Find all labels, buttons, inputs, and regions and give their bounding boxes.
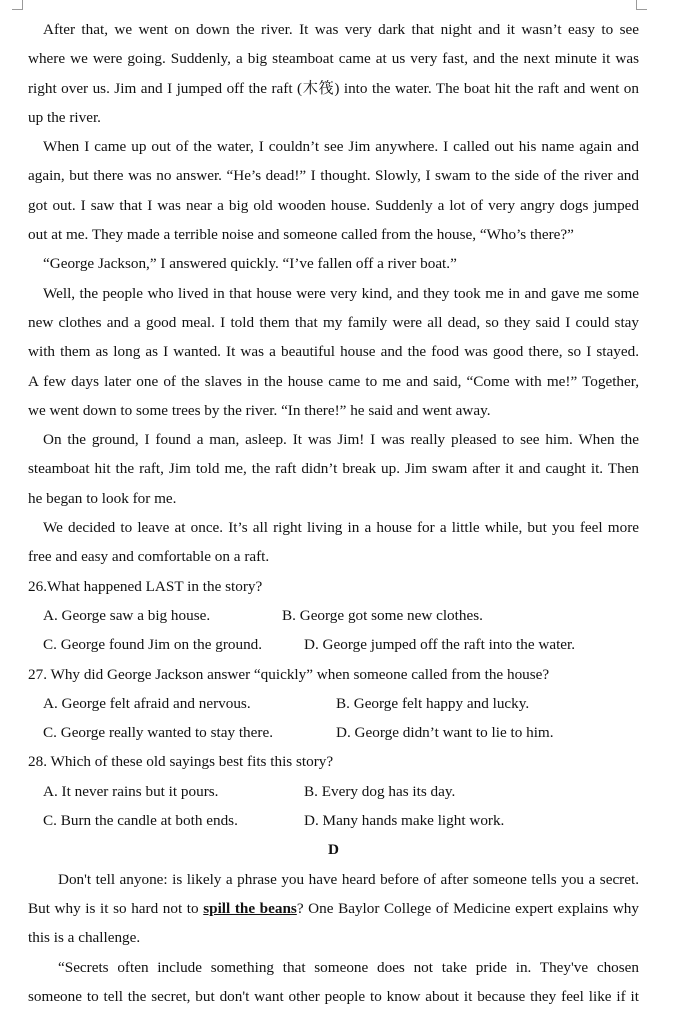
text-line: this is a challenge. [28, 929, 141, 947]
passage-d-paragraph-2 [28, 953, 639, 1012]
option-row [28, 630, 639, 659]
page-corner-mark-left [12, 0, 23, 10]
text-span: ? One Baylor College of Medicine expert explains why [296, 899, 639, 917]
text-line: right over us. Jim and I jumped off the raft (木筏) into the water. The boat hit the raft and went on [28, 79, 639, 97]
text-line: out at me. They made a terrible noise and someone called from the house, “Who’s there?” [28, 226, 574, 244]
text-line: with them as long as I wanted. It was a beautiful house and the food was good there, so I stayed. [28, 343, 639, 361]
passage-c-paragraph-5 [28, 425, 639, 513]
text-line: Well, the people who lived in that house were very kind, and they took me in and gave me some [43, 284, 639, 302]
option-row [28, 777, 639, 806]
question-28 [28, 747, 639, 835]
text-line: free and easy and comfortable on a raft. [28, 548, 270, 566]
passage-c-paragraph-1 [28, 15, 639, 132]
text-line: new clothes and a good meal. I told them that my family were all dead, so they said I could stay [28, 313, 639, 331]
text-span: But why is it so hard not to [28, 899, 204, 917]
highlighted-phrase: spill the beans [203, 899, 297, 917]
question-27 [28, 660, 639, 748]
page-corner-mark-right [636, 0, 647, 10]
text-line: up the river. [28, 108, 101, 126]
option-c: C. Burn the candle at both ends. [43, 812, 238, 830]
passage-c-paragraph-2 [28, 132, 639, 249]
passage-c-paragraph-6 [28, 513, 639, 572]
text-line: “Secrets often include something that someone does not take pride in. They've chosen [58, 958, 639, 976]
option-d: D. George didn’t want to lie to him. [336, 724, 554, 742]
option-d: D. George jumped off the raft into the water. [304, 636, 576, 654]
text-line: A few days later one of the slaves in the house came to me and said, “Come with me!” Together, [28, 372, 639, 390]
option-a: A. George felt afraid and nervous. [43, 694, 251, 712]
question-stem: 28. Which of these old sayings best fits this story? [28, 753, 334, 771]
text-line: On the ground, I found a man, asleep. It was Jim! I was really pleased to see him. When the [43, 431, 639, 449]
option-d: D. Many hands make light work. [304, 812, 505, 830]
document-page [28, 15, 639, 1011]
text-line: Don't tell anyone: is likely a phrase you have heard before of after someone tells you a secret. [58, 870, 639, 888]
option-row [28, 718, 639, 747]
text-line: got out. I saw that I was near a big old wooden house. Suddenly a lot of very angry dogs jumped [28, 196, 639, 214]
option-row [28, 806, 639, 835]
passage-c-paragraph-3 [28, 249, 639, 278]
option-c: C. George really wanted to stay there. [43, 724, 273, 742]
question-26 [28, 572, 639, 660]
passage-c-paragraph-4 [28, 279, 639, 425]
text-line: steamboat hit the raft, Jim told me, the raft didn’t break up. Jim swam after it and caught it. Then [28, 460, 639, 478]
option-b: B. George got some new clothes. [282, 606, 483, 624]
question-stem: 26.What happened LAST in the story? [28, 577, 263, 595]
text-line: After that, we went on down the river. It was very dark that night and it wasn’t easy to see [43, 21, 639, 38]
option-b: B. George felt happy and lucky. [336, 694, 530, 712]
text-line [28, 894, 639, 923]
option-c: C. George found Jim on the ground. [43, 636, 263, 654]
option-a: A. George saw a big house. [43, 606, 211, 624]
text-line: We decided to leave at once. It’s all right living in a house for a little while, but you feel more [43, 519, 639, 537]
option-b: B. Every dog has its day. [304, 782, 456, 800]
option-a: A. It never rains but it pours. [43, 782, 219, 800]
section-heading: D [328, 841, 339, 859]
option-row [28, 689, 639, 718]
option-row [28, 601, 639, 630]
text-line: where we were going. Suddenly, a big steamboat came at us very fast, and the next minute it was [28, 50, 639, 68]
text-line: we went down to some trees by the river. “In there!” he said and went away. [28, 401, 491, 419]
question-stem: 27. Why did George Jackson answer “quickly” when someone called from the house? [28, 665, 550, 683]
text-line: “George Jackson,” I answered quickly. “I’ve fallen off a river boat.” [43, 255, 457, 273]
text-line: someone to tell the secret, but don't want other people to know about it because they feel like if it [28, 987, 639, 1005]
text-line: again, but there was no answer. “He’s dead!” I thought. Slowly, I swam to the side of the river and [28, 167, 639, 185]
text-line: he began to look for me. [28, 489, 177, 507]
passage-d-paragraph-1 [28, 865, 639, 953]
text-line: When I came up out of the water, I couldn’t see Jim anywhere. I called out his name again and [43, 138, 639, 156]
